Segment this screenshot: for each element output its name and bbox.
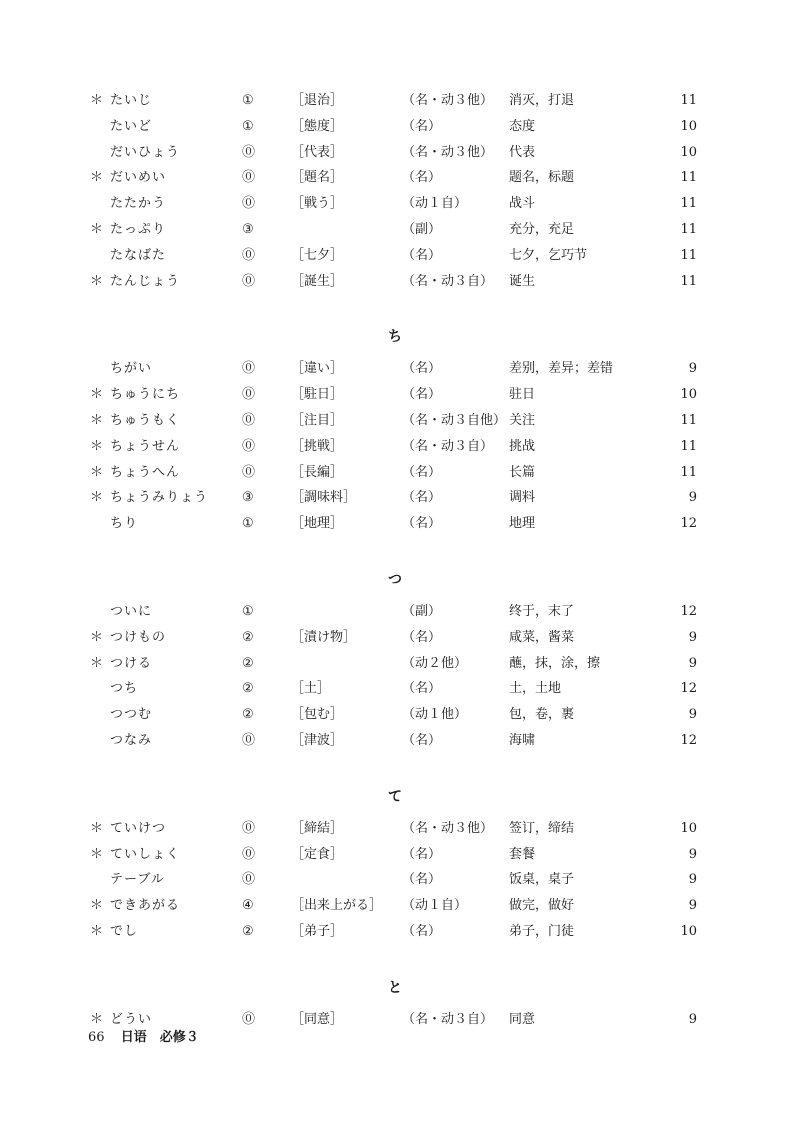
- entry-part-of-speech: （名）: [402, 872, 442, 888]
- entry-accent: ②: [242, 924, 254, 939]
- entry-kana: つなみ: [110, 733, 153, 748]
- entry-part-of-speech: （名・动３自）: [402, 438, 494, 454]
- entry-part-of-speech: （名・动３自他）: [402, 413, 507, 428]
- entry-kanji: ［締結］: [291, 820, 344, 836]
- entry-meaning: 题名，标题: [509, 170, 575, 186]
- entry-meaning: 做完，做好: [509, 898, 575, 914]
- new-word-marker: ＊: [90, 846, 104, 862]
- entry-accent: ⓪: [242, 196, 256, 212]
- page-number: 66: [88, 1030, 105, 1045]
- entry-kana: でし: [110, 924, 139, 939]
- vocab-entry: [0, 627, 800, 649]
- book-title: 日语 必修３: [120, 1030, 199, 1045]
- vocab-entry: [0, 142, 800, 164]
- entry-accent: ①: [242, 93, 254, 108]
- vocab-entry: [0, 487, 800, 509]
- entry-lesson-number: 12: [680, 604, 697, 619]
- entry-accent: ⓪: [242, 733, 256, 748]
- entry-meaning: 蘸，抹，涂，擦: [509, 655, 601, 671]
- vocab-entry: [0, 358, 800, 380]
- vocab-entry: [0, 436, 800, 458]
- entry-meaning: 态度: [509, 118, 536, 134]
- entry-part-of-speech: （名）: [402, 247, 442, 263]
- vocab-entry: [0, 601, 800, 623]
- entry-part-of-speech: （名）: [402, 490, 442, 506]
- entry-kanji: ［誕生］: [291, 273, 344, 289]
- entry-meaning: 充分，充足: [509, 222, 575, 237]
- entry-kana: だいめい: [110, 170, 167, 186]
- entry-kana: たっぷり: [110, 222, 167, 237]
- entry-kanji: ［同意］: [291, 1011, 344, 1027]
- entry-lesson-number: 12: [680, 516, 697, 532]
- entry-meaning: 地理: [509, 516, 536, 532]
- vocab-entry: [0, 704, 800, 726]
- entry-kana: ちゅうもく: [110, 413, 181, 428]
- new-word-marker: ＊: [90, 387, 104, 403]
- entry-lesson-number: 9: [688, 898, 697, 914]
- entry-accent: ④: [242, 898, 254, 914]
- entry-meaning: 关注: [509, 413, 536, 428]
- entry-kanji: ［津波］: [291, 733, 344, 748]
- entry-kana: たなばた: [110, 247, 167, 263]
- entry-kanji: ［挑戦］: [291, 438, 344, 454]
- section-heading-label: つ: [388, 572, 402, 588]
- entry-meaning: 代表: [509, 144, 536, 160]
- entry-kanji: ［退治］: [291, 93, 344, 108]
- entry-lesson-number: 10: [680, 820, 697, 836]
- entry-meaning: 弟子，门徒: [509, 924, 575, 939]
- vocab-entry: [0, 462, 800, 484]
- entry-kanji: ［漬け物］: [291, 629, 357, 645]
- entry-lesson-number: 10: [680, 118, 697, 134]
- entry-lesson-number: 9: [688, 1011, 697, 1027]
- entry-meaning: 驻日: [509, 387, 536, 403]
- entry-kanji: ［戦う］: [291, 196, 344, 212]
- entry-part-of-speech: （名）: [402, 118, 442, 134]
- entry-part-of-speech: （名）: [402, 924, 442, 939]
- entry-lesson-number: 11: [680, 196, 697, 212]
- entry-accent: ②: [242, 629, 254, 645]
- vocab-entry: [0, 678, 800, 700]
- entry-meaning: 战斗: [509, 196, 536, 212]
- entry-lesson-number: 10: [680, 387, 697, 403]
- entry-lesson-number: 9: [688, 629, 697, 645]
- entry-part-of-speech: （名・动３自）: [402, 1011, 494, 1027]
- entry-meaning: 同意: [509, 1011, 536, 1027]
- entry-accent: ⓪: [242, 872, 256, 888]
- new-word-marker: ＊: [90, 924, 104, 939]
- entry-part-of-speech: （名・动３自）: [402, 273, 494, 289]
- entry-accent: ③: [242, 222, 254, 237]
- entry-kana: ちがい: [110, 361, 153, 377]
- vocab-entry: [0, 653, 800, 675]
- entry-kanji: ［定食］: [291, 846, 344, 862]
- entry-kanji: ［代表］: [291, 144, 344, 160]
- entry-kana: ちり: [110, 516, 139, 532]
- vocab-entry: [0, 869, 800, 891]
- entry-accent: ⓪: [242, 144, 256, 160]
- entry-kana: たたかう: [110, 196, 167, 212]
- section-heading-label: て: [388, 788, 402, 805]
- entry-meaning: 七夕，乞巧节: [509, 247, 588, 263]
- entry-accent: ⓪: [242, 361, 256, 377]
- vocab-entry: [0, 90, 800, 112]
- new-word-marker: ＊: [90, 438, 104, 454]
- section-heading-label: ち: [388, 329, 402, 346]
- vocab-entry: [0, 921, 800, 943]
- entry-part-of-speech: （动１他）: [402, 707, 468, 723]
- entry-meaning: 调料: [509, 490, 536, 506]
- entry-meaning: 消灭，打退: [509, 93, 575, 108]
- entry-lesson-number: 9: [688, 872, 697, 888]
- section-heading: [0, 786, 800, 808]
- entry-meaning: 挑战: [509, 438, 536, 454]
- entry-kanji: ［包む］: [291, 707, 344, 723]
- entry-lesson-number: 11: [680, 273, 697, 289]
- new-word-marker: ＊: [90, 170, 104, 186]
- entry-lesson-number: 10: [680, 924, 697, 939]
- entry-accent: ②: [242, 655, 254, 671]
- entry-part-of-speech: （名）: [402, 846, 442, 862]
- entry-lesson-number: 9: [688, 707, 697, 723]
- entry-meaning: 海啸: [509, 733, 536, 748]
- entry-lesson-number: 11: [680, 438, 697, 454]
- entry-lesson-number: 9: [688, 490, 697, 506]
- vocab-entry: [0, 513, 800, 535]
- entry-meaning: 包，卷，裹: [509, 707, 575, 723]
- entry-kana: ていけつ: [110, 820, 167, 836]
- new-word-marker: ＊: [90, 655, 104, 671]
- entry-meaning: 诞生: [509, 273, 536, 289]
- entry-accent: ⓪: [242, 170, 256, 186]
- entry-part-of-speech: （名）: [402, 516, 442, 532]
- vocab-entry: [0, 730, 800, 752]
- entry-kanji: ［七夕］: [291, 247, 344, 263]
- entry-meaning: 长篇: [509, 464, 536, 480]
- entry-part-of-speech: （名・动３他）: [402, 144, 494, 160]
- new-word-marker: ＊: [90, 93, 104, 108]
- entry-kana: つち: [110, 681, 139, 697]
- entry-lesson-number: 11: [680, 413, 697, 428]
- entry-accent: ②: [242, 681, 254, 697]
- entry-lesson-number: 11: [680, 464, 697, 480]
- entry-kana: つける: [110, 655, 153, 671]
- entry-kana: ちゅうにち: [110, 387, 181, 403]
- section-heading-label: と: [388, 979, 402, 996]
- entry-lesson-number: 9: [688, 846, 697, 862]
- entry-kanji: ［地理］: [291, 516, 344, 532]
- new-word-marker: ＊: [90, 222, 104, 237]
- entry-kanji: ［調味料］: [291, 490, 357, 506]
- entry-kanji: ［駐日］: [291, 387, 344, 403]
- entry-part-of-speech: （名・动３他）: [402, 93, 494, 108]
- entry-kana: どうい: [110, 1011, 153, 1027]
- entry-kanji: ［題名］: [291, 170, 344, 186]
- vocab-entry: [0, 818, 800, 840]
- entry-kana: ついに: [110, 604, 153, 619]
- entry-lesson-number: 11: [680, 222, 697, 237]
- entry-kana: つつむ: [110, 707, 153, 723]
- entry-accent: ⓪: [242, 820, 256, 836]
- entry-accent: ⓪: [242, 413, 256, 428]
- entry-lesson-number: 12: [680, 733, 697, 748]
- vocab-entry: [0, 245, 800, 267]
- entry-lesson-number: 11: [680, 170, 697, 186]
- vocab-entry: [0, 116, 800, 138]
- entry-kana: ちょうせん: [110, 438, 181, 454]
- entry-meaning: 套餐: [509, 846, 536, 862]
- entry-kana: だいひょう: [110, 144, 181, 160]
- entry-part-of-speech: （动２他）: [402, 655, 468, 671]
- entry-part-of-speech: （副）: [402, 222, 442, 237]
- section-heading: [0, 326, 800, 348]
- entry-kanji: ［違い］: [291, 361, 344, 377]
- entry-accent: ⓪: [242, 846, 256, 862]
- entry-meaning: 咸菜，酱菜: [509, 629, 575, 645]
- section-heading: [0, 977, 800, 999]
- entry-accent: ⓪: [242, 247, 256, 263]
- entry-kanji: ［注目］: [291, 413, 344, 428]
- entry-kana: たいど: [110, 118, 153, 134]
- entry-kana: できあがる: [110, 898, 181, 914]
- entry-kana: ちょうみりょう: [110, 490, 209, 506]
- entry-part-of-speech: （名）: [402, 464, 442, 480]
- entry-meaning: 终于，末了: [509, 604, 575, 619]
- new-word-marker: ＊: [90, 464, 104, 480]
- entry-kanji: ［出来上がる］: [291, 898, 383, 914]
- entry-kanji: ［態度］: [291, 118, 344, 134]
- entry-part-of-speech: （名・动３他）: [402, 820, 494, 836]
- entry-part-of-speech: （动１自）: [402, 196, 468, 212]
- entry-kana: ちょうへん: [110, 464, 181, 480]
- entry-meaning: 差别，差异；差错: [509, 361, 614, 377]
- entry-accent: ①: [242, 516, 254, 532]
- entry-part-of-speech: （名）: [402, 361, 442, 377]
- entry-accent: ⓪: [242, 387, 256, 403]
- entry-kana: テーブル: [110, 872, 165, 888]
- entry-part-of-speech: （名）: [402, 387, 442, 403]
- entry-accent: ⓪: [242, 464, 256, 480]
- entry-kanji: ［長編］: [291, 464, 344, 480]
- new-word-marker: ＊: [90, 273, 104, 289]
- vocab-entry: [0, 193, 800, 215]
- vocab-entry: [0, 271, 800, 293]
- new-word-marker: ＊: [90, 820, 104, 836]
- new-word-marker: ＊: [90, 413, 104, 428]
- entry-lesson-number: 10: [680, 144, 697, 160]
- entry-accent: ③: [242, 490, 254, 506]
- entry-part-of-speech: （副）: [402, 604, 442, 619]
- entry-kanji: ［土］: [291, 681, 331, 697]
- entry-lesson-number: 9: [688, 361, 697, 377]
- entry-meaning: 土，土地: [509, 681, 562, 697]
- page-footer: [88, 1027, 199, 1049]
- entry-lesson-number: 11: [680, 93, 697, 108]
- vocab-entry: [0, 167, 800, 189]
- new-word-marker: ＊: [90, 490, 104, 506]
- entry-kana: たんじょう: [110, 273, 181, 289]
- entry-accent: ⓪: [242, 438, 256, 454]
- entry-kanji: ［弟子］: [291, 924, 344, 939]
- entry-kana: つけもの: [110, 629, 167, 645]
- entry-kana: ていしょく: [110, 846, 181, 862]
- entry-kana: たいじ: [110, 93, 153, 108]
- entry-meaning: 饭桌，桌子: [509, 872, 575, 888]
- entry-part-of-speech: （名）: [402, 681, 442, 697]
- vocab-entry: [0, 384, 800, 406]
- entry-meaning: 签订，缔结: [509, 820, 575, 836]
- vocab-entry: [0, 410, 800, 432]
- vocab-entry: [0, 895, 800, 917]
- new-word-marker: ＊: [90, 1011, 104, 1027]
- entry-accent: ⓪: [242, 1011, 256, 1027]
- entry-lesson-number: 11: [680, 247, 697, 263]
- entry-part-of-speech: （名）: [402, 170, 442, 186]
- vocab-entry: [0, 219, 800, 241]
- entry-accent: ⓪: [242, 273, 256, 289]
- entry-part-of-speech: （名）: [402, 733, 442, 748]
- section-heading: [0, 569, 800, 591]
- entry-lesson-number: 12: [680, 681, 697, 697]
- vocab-entry: [0, 844, 800, 866]
- entry-accent: ②: [242, 707, 254, 723]
- entry-part-of-speech: （名）: [402, 629, 442, 645]
- entry-accent: ①: [242, 604, 254, 619]
- entry-accent: ①: [242, 118, 254, 134]
- entry-lesson-number: 9: [688, 655, 697, 671]
- new-word-marker: ＊: [90, 629, 104, 645]
- new-word-marker: ＊: [90, 898, 104, 914]
- entry-part-of-speech: （动１自）: [402, 898, 468, 914]
